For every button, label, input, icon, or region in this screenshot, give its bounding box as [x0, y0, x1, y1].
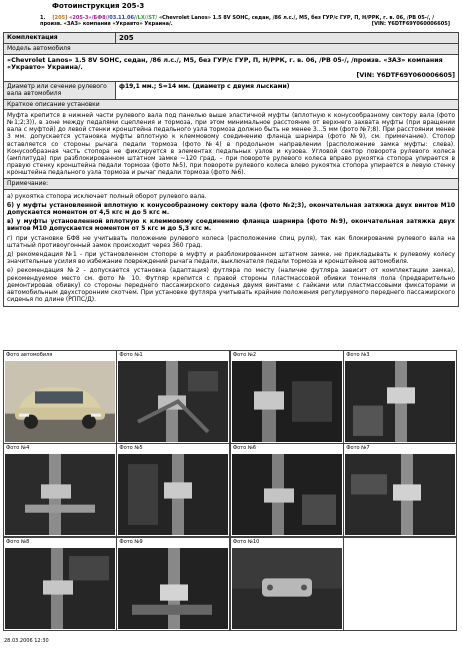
note-b: б) у муфты установленной вплотную к конусообразному сектору вала (фото №2;3), окончательная затяжка двух винтов М10 допускается моментом от 4,5 кгс м до 5 кгс м. — [7, 201, 455, 217]
note-v: в) у муфты установленной вплотную к клеммовому соединению фланца шарнира (фото №9), окончательная затяжка двух винтов М10 допускается моментом от 5 кгс м до 5,3 кгс м. — [7, 218, 455, 233]
header-code-lx: /LX/ — [135, 15, 147, 21]
desc-text: Муфта крепится в нижней части рулевого вала под панелью выше эластичной муфты (вплотную к конусообразному сектору вала (фото №1;2;3)), в зоне между педалями сцепления и тормоза, при этом минимальное расстояние от верхнего захвата муфты (при вращении вала с муфтой) до левой стенки кронштейна педального узла тормоза должно быть не менее 3…5 мм (фото №7;8). При расстоянии менее 3 мм. допускается установка муфты вплотную к клеммовому соединению фланца шарнира (фото №9), см. примечание). Стопор вставляется со стороны рычага педали тормоза (фото №4) в продольном направлении (расположение замка муфты: слева). Конусообразная часть стопора не фиксируется в элементах педальных узлов и кузова. Угловой сектор поворота рулевого колеса (амплитуда) при разблокированном штатном замке ~120 град. – при повороте рулевого колеса вправо рукоятка стопора упирается в правую стенку кронштейна педали тормоза (фото №5), при повороте рулевого колеса влево рукоятка стопора упирается в левую стенку кронштейна педального узла тормоза и рычаг педали тормоза (фото №6). — [4, 109, 459, 179]
photo-car — [3, 350, 117, 444]
header-line — [40, 15, 450, 28]
note-label: Примечание: — [4, 179, 459, 189]
photo-10 — [230, 537, 344, 631]
photo-1 — [116, 350, 230, 444]
model-label: Модель автомобиля — [4, 44, 459, 54]
photo-8 — [3, 537, 117, 631]
photo-6 — [230, 443, 344, 537]
photo-row-1 — [3, 350, 459, 443]
photo-6-image — [232, 454, 342, 535]
photo-label: Фото №8 — [4, 538, 116, 547]
header-description: «Chevrolet Lanos» 1.5 8V SOHC, седан, /86 л.с./, М5, без ГУР/с ГУР, П, Н/РРК, г. в. 06, /РВ 05-/, /произв. «ЗАЗ» компания «Укравто» Украина/. — [40, 15, 435, 28]
note-cell — [4, 189, 459, 307]
photo-7-image — [345, 454, 455, 535]
desc-label: Краткое описание установки — [4, 99, 459, 109]
photo-label: Фото №2 — [231, 351, 343, 360]
photo-9-image — [118, 548, 228, 629]
photo-label: Фото №10 — [231, 538, 343, 547]
photo-row-2 — [3, 443, 459, 536]
photo-label: Фото №9 — [117, 538, 229, 547]
model-text: «Chevrolet Lanos» 1.5 8V SOHC, седан, /86 л.с./, М5, без ГУР/с ГУР, П, Н/РРК, г. в. 06, /РВ 05-/, /произв. «ЗАЗ» компания «Укравто» Украина/. — [7, 56, 443, 72]
kit-label: Комплектация — [4, 33, 116, 44]
photo-3-image — [345, 361, 455, 442]
photo-5 — [116, 443, 230, 537]
photo-label: Фото №6 — [231, 444, 343, 453]
header-code-bf8: /БФ8/ — [91, 15, 108, 21]
photo-label: Фото №1 — [117, 351, 229, 360]
photo-5-image — [118, 454, 228, 535]
header-num: 1. — [40, 15, 46, 21]
footer-timestamp: 28.03.2006 12:30 — [4, 638, 49, 644]
photo-4-image — [5, 454, 115, 535]
note-e: е) рекомендация №2 - допускается установка (адаптация) футляра по месту (наличие футляра зависит от комплектации замка), рекомендуемое место см. фото № 10. Футляр крепится с правой стороны пластмассовой обивки тоннеля пола (предварительно демонтировав обивку) со стороны переднего пассажирского сиденья двумя винтами с гайками или пластмассовыми фиксаторами и автомобильным двухсторонним скотчем. При установке футляра учитывать крайние положения регулируемого переднего пассажирского сиденья по длине (РППС/Д). — [7, 267, 455, 304]
header-code-st: /ST/ — [146, 15, 158, 21]
photo-empty — [343, 537, 457, 631]
photo-2 — [230, 350, 344, 444]
spec-table — [3, 32, 459, 307]
photo-2-image — [232, 361, 342, 442]
photo-8-image — [5, 548, 115, 629]
note-a: а) рукоятка стопора исключает полный оборот рулевого вала. — [7, 192, 207, 200]
diam-label: Диаметр или сечение рулевого вала автомобиля — [4, 82, 116, 99]
note-g: г) при установке БФ8 не учитывать положение рулевого колеса (расположение спиц руля), так как блокирование рулевого вала на штатный противоугонный замок происходит через 360 град. — [7, 234, 455, 249]
photo-10-image — [232, 548, 342, 629]
photo-label: Фото №7 — [344, 444, 456, 453]
photo-label: Фото №4 — [4, 444, 116, 453]
photo-grid — [3, 350, 459, 630]
photo-1-image — [118, 361, 228, 442]
page-title: Фотоинструкция 205-3 — [52, 2, 145, 10]
kit-value: 205 — [116, 33, 459, 44]
header-code-date: /03.11.06/ — [107, 15, 136, 21]
note-d: д) рекомендация №1 - при установленном стопоре в муфту и разблокированном штатном замке, не прикладывать к рулевому колесу значительные усилия во избежание повреждений рычага педали, выключателя педали тормоза и кронштейнов автомобиля. — [7, 250, 455, 266]
photo-label: Фото автомобиля — [4, 351, 116, 360]
car-photo-image — [5, 361, 115, 442]
header-code-205-3: «205-3» — [69, 15, 92, 21]
photo-9 — [116, 537, 230, 631]
photo-7 — [343, 443, 457, 537]
photo-4 — [3, 443, 117, 537]
header-vin: [VIN: Y6DTF69Y060006605] — [371, 21, 450, 28]
photo-label: Фото №3 — [344, 351, 456, 360]
photo-row-3 — [3, 537, 459, 630]
model-vin: [VIN: Y6DTF69Y060006605] — [356, 71, 455, 79]
model-cell — [4, 54, 459, 82]
header-code-205: [205] — [52, 15, 68, 21]
diam-value: ф19,1 мм.; S=14 мм. (диаметр с двумя лысками) — [116, 82, 459, 99]
photo-3 — [343, 350, 457, 444]
photo-label: Фото №5 — [117, 444, 229, 453]
